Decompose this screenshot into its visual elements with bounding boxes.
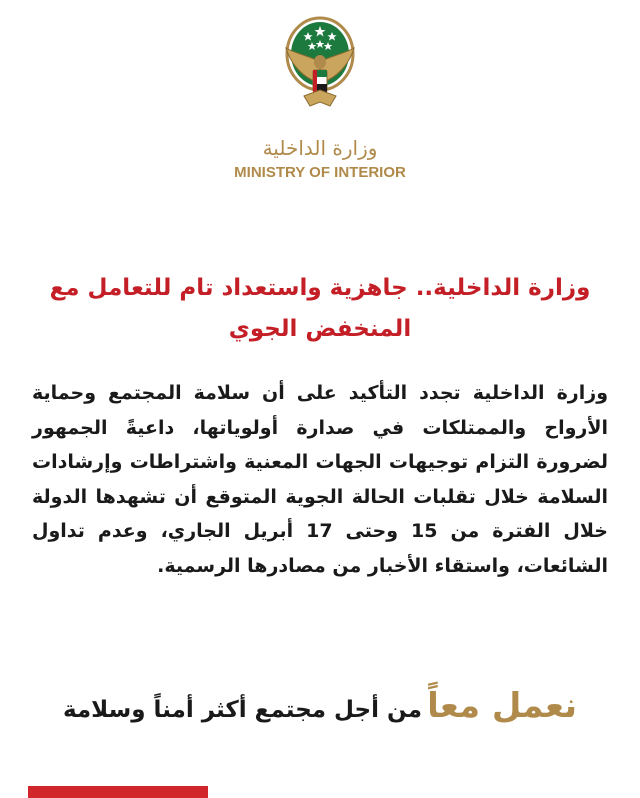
tagline	[40, 686, 600, 726]
tagline-rest: من أجل مجتمع أكثر أمناً وسلامة	[62, 697, 422, 723]
logo-block	[0, 10, 640, 181]
falcon-emblem-icon	[274, 10, 366, 118]
brand-name-english: MINISTRY OF INTERIOR	[234, 164, 406, 181]
tagline-highlight: نعمل معاً	[427, 686, 578, 726]
brand-name-arabic: وزارة الداخلية	[262, 136, 378, 160]
body-paragraph: وزارة الداخلية تجدد التأكيد على أن سلامة المجتمع وحماية الأرواح والممتلكات في صدارة أولوياتها، داعيةً الجمهور لضرورة التزام توجيهات الجهات المعنية واشتراطات وإرشادات السلامة خلال تقلبات الحالة الجوية المتوقع أن تشهدها الدولة خلال الفترة من 15 وحتى 17 أبريل الجاري، وعدم تداول الشائعات، واستقاء الأخبار من مصادرها الرسمية.	[32, 382, 608, 577]
headline: وزارة الداخلية.. جاهزية واستعداد تام للتعامل مع المنخفض الجوي	[49, 275, 591, 342]
red-accent-bar	[28, 786, 208, 798]
